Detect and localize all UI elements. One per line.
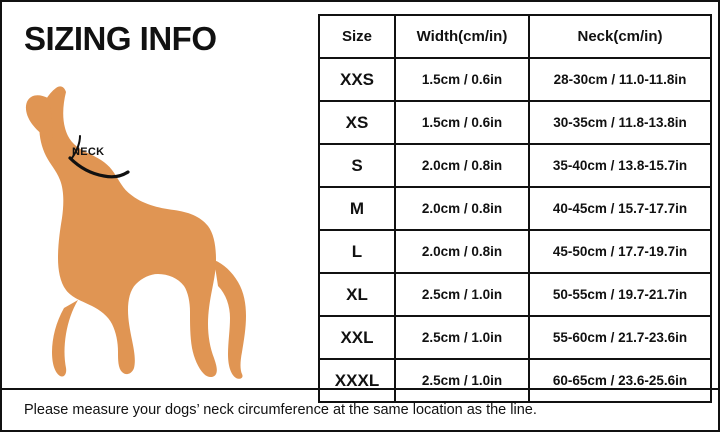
- dog-illustration: [18, 74, 308, 382]
- cell-width: 2.5cm / 1.0in: [395, 316, 529, 359]
- cell-neck: 50-55cm / 19.7-21.7in: [529, 273, 711, 316]
- cell-neck: 40-45cm / 15.7-17.7in: [529, 187, 711, 230]
- cell-width: 2.0cm / 0.8in: [395, 144, 529, 187]
- cell-size: XXXL: [319, 359, 395, 402]
- illustration-panel: [2, 2, 312, 388]
- cell-size: XXL: [319, 316, 395, 359]
- cell-width: 2.5cm / 1.0in: [395, 359, 529, 402]
- cell-neck: 30-35cm / 11.8-13.8in: [529, 101, 711, 144]
- column-header-neck: Neck(cm/in): [529, 15, 711, 58]
- table-row: [319, 230, 711, 273]
- table-row: [319, 187, 711, 230]
- table-row: [319, 58, 711, 101]
- cell-size: XL: [319, 273, 395, 316]
- cell-neck: 55-60cm / 21.7-23.6in: [529, 316, 711, 359]
- cell-size: XXS: [319, 58, 395, 101]
- cell-size: S: [319, 144, 395, 187]
- cell-neck: 35-40cm / 13.8-15.7in: [529, 144, 711, 187]
- cell-neck: 28-30cm / 11.0-11.8in: [529, 58, 711, 101]
- page-title: SIZING INFO: [24, 20, 217, 57]
- cell-neck: 60-65cm / 23.6-25.6in: [529, 359, 711, 402]
- footer-note-bar: [2, 388, 718, 430]
- column-header-width: Width(cm/in): [395, 15, 529, 58]
- cell-width: 1.5cm / 0.6in: [395, 58, 529, 101]
- cell-width: 1.5cm / 0.6in: [395, 101, 529, 144]
- cell-width: 2.0cm / 0.8in: [395, 230, 529, 273]
- cell-neck: 45-50cm / 17.7-19.7in: [529, 230, 711, 273]
- cell-size: XS: [319, 101, 395, 144]
- column-header-size: Size: [319, 15, 395, 58]
- table-row: [319, 101, 711, 144]
- cell-size: M: [319, 187, 395, 230]
- size-table-container: [318, 14, 710, 388]
- cell-size: L: [319, 230, 395, 273]
- cell-width: 2.5cm / 1.0in: [395, 273, 529, 316]
- footer-note: Please measure your dogs’ neck circumference at the same location as the line.: [24, 402, 537, 418]
- cell-width: 2.0cm / 0.8in: [395, 187, 529, 230]
- dog-silhouette-icon: [18, 74, 308, 382]
- neck-label: NECK: [72, 146, 105, 158]
- table-row: [319, 316, 711, 359]
- table-row: [319, 273, 711, 316]
- size-table: [318, 14, 712, 403]
- table-row: [319, 144, 711, 187]
- table-header-row: [319, 15, 711, 58]
